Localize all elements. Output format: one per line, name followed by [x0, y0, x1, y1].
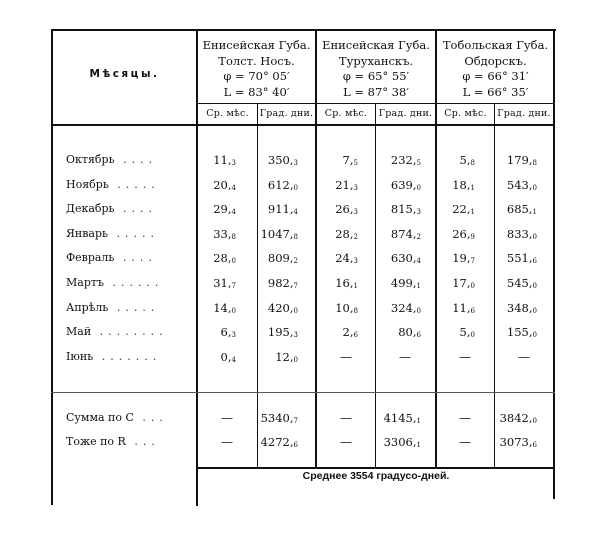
degree-days-value: $80,_6$ — [398, 325, 421, 340]
month-name: Май ........ — [66, 325, 168, 339]
monthly-mean-value: $22,_1$ — [452, 202, 475, 217]
monthly-mean-value: $21,_3$ — [335, 177, 358, 192]
degree-days-value: $809,_2$ — [267, 251, 298, 266]
header-bottom-line — [51, 124, 555, 126]
empty-value: — — [221, 435, 233, 449]
degree-days-value: $874,_2$ — [390, 226, 421, 241]
monthly-mean-value: $18,_1$ — [452, 177, 475, 192]
monthly-mean-value: $28,_2$ — [335, 226, 358, 241]
totals-label: Сумма по C ... — [66, 411, 168, 424]
degree-days-value: $982,_7$ — [267, 276, 298, 290]
monthly-mean-value: $7,_5$ — [342, 153, 358, 167]
totals-separator-line — [51, 392, 555, 393]
degree-days-value: $499,_1$ — [390, 276, 421, 290]
degree-days-value: $232,_5$ — [390, 153, 421, 167]
monthly-mean-value: $5,_8$ — [459, 153, 475, 167]
degree-days-value: $833,_0$ — [506, 226, 537, 241]
monthly-mean-value: $26,_3$ — [335, 202, 358, 217]
degree-days-value: $4272,_6$ — [260, 435, 298, 449]
empty-value: — — [340, 349, 352, 364]
empty-value: — — [399, 349, 411, 364]
month-name: Декабрь .... — [66, 202, 158, 216]
monthly-mean-value: $16,_1$ — [335, 276, 358, 290]
leader-dots: .... — [114, 251, 157, 265]
station-place: Туруханскъ. — [338, 53, 414, 68]
monthly-mean-value: $31,_7$ — [213, 276, 236, 290]
monthly-mean-value: $26,_9$ — [452, 226, 475, 241]
footer-top-line — [197, 467, 555, 469]
table-row — [0, 175, 600, 195]
footer-average: Среднее 3554 градусо-дней. — [302, 470, 450, 482]
table-row — [0, 150, 600, 170]
degree-days-value: $420,_0$ — [267, 300, 298, 315]
subheader-mean-1: Ср. мѣс. — [206, 108, 249, 119]
degree-days-value: $545,_0$ — [506, 276, 537, 290]
months-column-header: Мѣсяцы. — [89, 68, 160, 80]
degree-days-value: $179,_8$ — [506, 153, 537, 167]
totals-label: Тоже по R ... — [66, 435, 160, 448]
degree-days-value: $612,_0$ — [267, 177, 298, 192]
degree-days-value: $324,_0$ — [390, 300, 421, 315]
degree-days-value: $3073,_6$ — [499, 435, 537, 449]
monthly-mean-value: $0,_4$ — [220, 349, 236, 364]
degree-days-value: $3842,_0$ — [499, 411, 537, 425]
station-region: Енисейская Губа. — [202, 38, 311, 52]
table-row — [0, 248, 600, 268]
degree-days-value: $12,_0$ — [275, 349, 298, 364]
month-name: Февраль .... — [66, 251, 157, 265]
degree-days-value: $685,_1$ — [506, 202, 537, 217]
empty-value: — — [340, 435, 352, 449]
monthly-mean-value: $20,_4$ — [213, 177, 236, 192]
monthly-mean-value: $19,_7$ — [452, 251, 475, 266]
table-top-border — [51, 29, 556, 31]
monthly-mean-value: $11,_3$ — [213, 153, 236, 167]
degree-days-value: $551,_6$ — [506, 251, 537, 266]
leader-dots: ...... — [103, 276, 164, 289]
leader-dots: .... — [114, 153, 158, 166]
month-name: Мартъ ...... — [66, 276, 164, 289]
leader-dots: ..... — [108, 226, 159, 240]
empty-value: — — [459, 349, 471, 364]
leader-dots: .... — [114, 202, 158, 216]
subheader-mean-2: Ср. мѣс. — [324, 108, 368, 119]
monthly-mean-value: $33,_8$ — [213, 226, 236, 241]
month-name: Іюнь ....... — [66, 349, 162, 363]
station-longitude: L = 87° 38′ — [343, 84, 409, 99]
station-latitude: φ = 66° 31′ — [462, 69, 529, 83]
table-row — [0, 322, 600, 342]
monthly-mean-value: $11,_6$ — [452, 300, 475, 315]
leader-dots: ........ — [91, 325, 168, 339]
station-longitude: L = 66° 35′ — [462, 84, 529, 99]
monthly-mean-value: $29,_4$ — [213, 202, 236, 217]
degree-days-value: $639,_0$ — [390, 177, 421, 192]
degree-days-value: $348,_0$ — [506, 300, 537, 315]
subheader-degdays-2: Град. дни. — [378, 108, 433, 119]
degree-days-value: $911,_4$ — [267, 202, 298, 217]
empty-value: — — [518, 349, 530, 364]
table-row — [0, 273, 600, 293]
station-header-1 — [198, 38, 315, 100]
month-name: Январь ..... — [66, 226, 159, 240]
leader-dots: ... — [125, 435, 160, 448]
subheader-degdays-3: Град. дни. — [497, 108, 551, 119]
leader-dots: ... — [133, 411, 168, 424]
table-row — [0, 199, 600, 219]
degree-days-value: $1047,_8$ — [260, 226, 298, 241]
station-latitude: φ = 70° 05′ — [223, 69, 290, 83]
month-name: Октябрь .... — [66, 153, 158, 166]
empty-value: — — [459, 411, 471, 425]
monthly-mean-value: $14,_0$ — [213, 300, 236, 315]
degree-days-value: $630,_4$ — [390, 251, 421, 266]
monthly-mean-value: $2,_6$ — [342, 325, 358, 340]
monthly-mean-value: $17,_0$ — [452, 276, 475, 290]
month-name: Ноябрь ..... — [66, 177, 160, 191]
degree-days-value: $4145,_1$ — [383, 411, 421, 425]
month-name: Апрѣль ..... — [66, 300, 160, 314]
subheader-degdays-1: Град. дни. — [259, 108, 314, 119]
monthly-mean-value: $10,_8$ — [335, 300, 358, 315]
subheader-mean-3: Ср. мѣс. — [444, 108, 487, 119]
station-place: Обдорскъ. — [464, 53, 527, 68]
totals-row — [0, 432, 600, 452]
monthly-mean-value: $6,_3$ — [220, 325, 236, 340]
table-row — [0, 298, 600, 318]
degree-days-value: $155,_0$ — [506, 325, 537, 340]
station-latitude: φ = 65° 55′ — [342, 69, 410, 83]
empty-value: — — [459, 435, 471, 449]
degree-days-value: $3306,_1$ — [383, 435, 421, 449]
empty-value: — — [221, 411, 233, 425]
station-header-2 — [317, 38, 435, 100]
table-row — [0, 224, 600, 244]
monthly-mean-value: $5,_0$ — [459, 325, 475, 340]
degree-days-value: $195,_3$ — [267, 325, 298, 340]
totals-row — [0, 408, 600, 428]
station-place: Толст. Носъ. — [218, 53, 295, 68]
monthly-mean-value: $24,_3$ — [335, 251, 358, 266]
degree-days-value: $543,_0$ — [506, 177, 537, 192]
station-longitude: L = 83° 40′ — [223, 84, 290, 99]
leader-dots: ..... — [108, 300, 160, 314]
table-row — [0, 347, 600, 367]
station-region: Тобольская Губа. — [442, 38, 549, 52]
subheader-top-line — [197, 103, 554, 104]
degree-days-value: $5340,_7$ — [260, 411, 298, 425]
station-header-3 — [437, 38, 554, 100]
leader-dots: ..... — [108, 177, 160, 191]
degree-days-value: $815,_3$ — [390, 202, 421, 217]
station-region: Енисейская Губа. — [322, 38, 430, 52]
monthly-mean-value: $28,_0$ — [213, 251, 236, 266]
degree-days-value: $350,_3$ — [267, 153, 298, 167]
empty-value: — — [340, 411, 352, 425]
leader-dots: ....... — [93, 349, 162, 363]
